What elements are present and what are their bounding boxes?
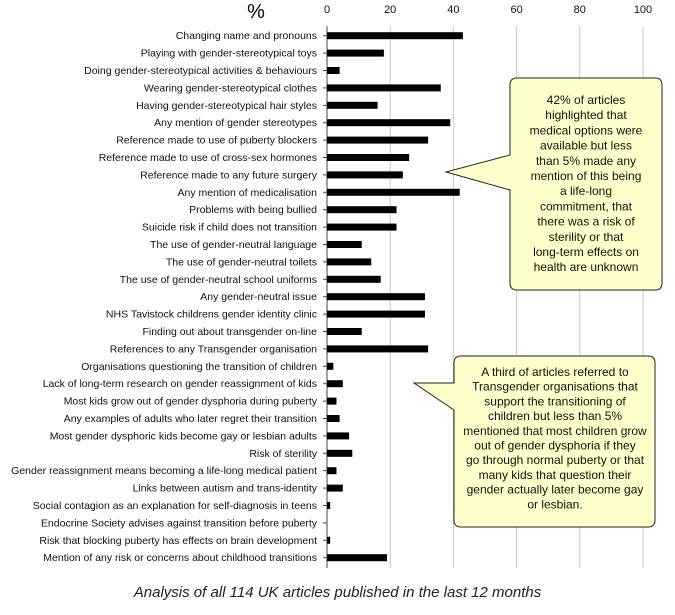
bar xyxy=(327,206,397,213)
category-label: Any mention of medicalisation xyxy=(177,186,317,199)
category-label: Any gender-neutral issue xyxy=(200,291,317,304)
x-tick-label: 0 xyxy=(323,4,331,16)
bar xyxy=(327,258,371,265)
bar xyxy=(327,311,425,318)
category-label: Changing name and pronouns xyxy=(175,30,317,43)
category-label: Reference made to use of cross-sex hormones xyxy=(98,152,317,164)
bar xyxy=(327,50,384,57)
category-label: Doing gender-stereotypical activities & behaviours xyxy=(84,65,317,77)
callout-line: go through normal puberty or that xyxy=(465,453,645,468)
bar xyxy=(327,154,409,161)
category-label: The use of gender-neutral school uniforms xyxy=(119,273,317,286)
callout-line: medical options were xyxy=(529,123,643,138)
bar xyxy=(327,502,330,509)
bar xyxy=(327,293,425,300)
bar xyxy=(327,467,336,474)
category-label: Any examples of adults who later regret their transition xyxy=(63,413,317,425)
bar xyxy=(327,137,428,144)
category-label: Gender reassignment means becoming a life-long medical patient xyxy=(11,465,317,478)
callout-line: out of gender dysphoria if they xyxy=(474,438,636,453)
callout-line: sterility or that xyxy=(548,229,624,244)
bar xyxy=(327,171,403,178)
category-label: Social contagion as an explanation for self-diagnosis in teens xyxy=(32,500,317,512)
bar xyxy=(327,84,441,91)
callout-line: than 5% made any xyxy=(535,153,637,168)
x-tick-label: 20 xyxy=(384,4,397,16)
x-tick-label: 60 xyxy=(510,4,523,16)
bar xyxy=(327,398,336,405)
category-label: Most kids grow out of gender dysphoria during puberty xyxy=(63,395,317,408)
bar xyxy=(327,32,463,39)
callout-line: or lesbian. xyxy=(527,497,583,512)
callout-line: support the transitioning of xyxy=(484,394,626,409)
callout-line: gender actually later become gay xyxy=(466,482,644,497)
category-label: Endocrine Society advises against transition before puberty xyxy=(40,517,317,530)
bar xyxy=(327,224,397,231)
x-tick-label: 100 xyxy=(633,4,653,16)
bar xyxy=(327,363,333,370)
bar xyxy=(327,450,352,457)
x-tick-label: 80 xyxy=(573,4,586,16)
category-label: Wearing gender-stereotypical clothes xyxy=(143,82,317,95)
category-label: The use of gender-neutral language xyxy=(150,239,317,251)
bar xyxy=(327,328,362,335)
category-label: Lack of long-term research on gender reassignment of kids xyxy=(42,378,317,391)
callout-organisations-text xyxy=(463,365,647,511)
callout-line: A third of articles referred to xyxy=(481,365,629,379)
callout-line: Transgender organisations that xyxy=(472,379,638,394)
category-label: Mention of any risk or concerns about childhood transitions xyxy=(43,552,317,565)
category-label: Links between autism and trans-identity xyxy=(132,482,317,495)
bar xyxy=(327,241,362,248)
category-label: Risk that blocking puberty has effects on brain development xyxy=(39,534,317,547)
bar xyxy=(327,537,330,544)
category-label: Most gender dysphoric kids become gay or lesbian adults xyxy=(49,430,317,443)
callout-line: there was a risk of xyxy=(537,214,635,229)
callout-line: long-term effects on xyxy=(533,244,639,259)
category-label: Any mention of gender stereotypes xyxy=(154,117,317,130)
callout-line: highlighted that xyxy=(545,108,627,123)
category-label: Problems with being bullied xyxy=(189,204,317,217)
category-label: Playing with gender-stereotypical toys xyxy=(140,47,317,60)
callout-line: a life-long xyxy=(559,184,613,199)
callout-line: many kids that question their xyxy=(478,467,632,482)
bar xyxy=(327,345,428,352)
category-label: Organisations questioning the transition of children xyxy=(81,360,317,373)
category-label: Reference made to any future surgery xyxy=(140,169,317,182)
category-label: Finding out about transgender on-line xyxy=(142,326,317,338)
category-label: Having gender-stereotypical hair styles xyxy=(136,99,317,112)
category-label: Risk of sterility xyxy=(249,447,317,460)
bar xyxy=(327,189,460,196)
callout-line: 42% of articles xyxy=(546,93,626,107)
x-tick-label: 40 xyxy=(447,4,460,16)
category-label: NHS Tavistock childrens gender identity clinic xyxy=(105,308,317,321)
bar xyxy=(327,432,349,439)
category-label: Suicide risk if child does not transition xyxy=(141,221,317,234)
bar xyxy=(327,67,340,74)
bar xyxy=(327,276,381,283)
callout-line: available but less xyxy=(539,138,633,153)
chart-caption: Analysis of all 114 UK articles published in the last 12 months xyxy=(133,584,542,601)
bar xyxy=(327,415,340,422)
axis-unit-label: % xyxy=(247,1,265,23)
bar xyxy=(327,554,387,561)
callout-line: mention of this being xyxy=(530,169,642,183)
bar xyxy=(327,485,343,492)
callout-line: commitment, that xyxy=(539,199,633,214)
category-label: The use of gender-neutral toilets xyxy=(165,256,317,269)
bar xyxy=(327,102,378,109)
bar xyxy=(327,119,450,126)
callout-line: children but less than 5% xyxy=(487,409,623,424)
bar xyxy=(327,380,343,387)
callout-line: health are unknown xyxy=(533,260,639,275)
category-label: Reference made to use of puberty blockers xyxy=(116,134,317,147)
category-label: References to any Transgender organisation xyxy=(109,343,317,356)
callout-line: mentioned that most children grow xyxy=(463,423,647,438)
